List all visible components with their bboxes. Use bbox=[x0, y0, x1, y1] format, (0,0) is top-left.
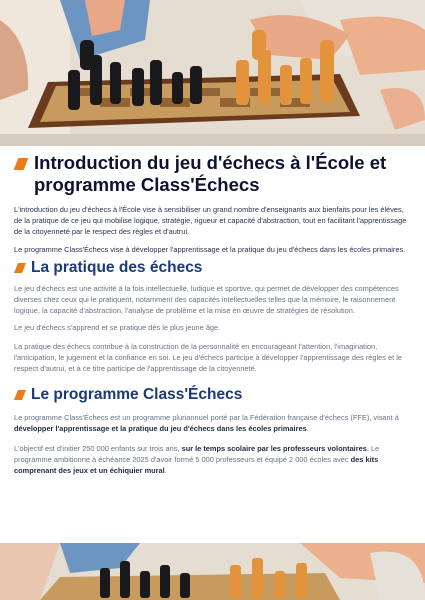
orange-slash-icon bbox=[14, 263, 26, 273]
page-title: Introduction du jeu d'échecs à l'École et programme Class'Échecs bbox=[34, 152, 387, 195]
intro-paragraph-2: Le programme Class'Échecs vise à développer l'apprentissage et la pratique du jeu d'échecs dans les écoles primaires. bbox=[14, 244, 406, 254]
main-title-row bbox=[14, 152, 412, 196]
section1-paragraph-2: Le jeu d'échecs s'apprend et se pratique dès le plus jeune âge. bbox=[14, 323, 221, 333]
orange-slash-icon bbox=[14, 390, 26, 400]
section2-paragraph-2: L'objectif est d'initier 250 000 enfants sur trois ans, sur le temps scolaire par les professeurs volontaires. Le programme ambitionne à échéance 2025 d'avoir formé 5 000 professeurs et équipé 2 000 écoles avec des kits comprenant des jeux et un échiquier mural. bbox=[14, 443, 380, 476]
section2-paragraph-1: Le programme Class'Échecs est un programme pluriannuel porté par la Fédération française d'échecs (FFE), visant à développer l'apprentissage et la pratique du jeu d'échecs dans les écoles primaires. bbox=[14, 413, 399, 434]
hero-chess-photo bbox=[0, 0, 425, 146]
section1-paragraph-1: Le jeu d'échecs est une activité à la fois intellectuelle, ludique et sportive, qui permet de développer des compétences diverses chez ceux qui le pratiquent, notamment des capacités intellectuelles telles que la mémoire, le raisonnement logique, la capacité d'abstraction, l'analyse de problème et la mise en œuvre de stratégies de résolution. bbox=[14, 283, 399, 316]
orange-slash-icon bbox=[14, 158, 29, 170]
highlight-text: développer l'apprentissage et la pratique du jeu d'échecs dans les écoles primaires bbox=[14, 424, 307, 434]
highlight-text: sur le temps scolaire par les professeurs volontaires bbox=[181, 443, 367, 453]
intro-paragraph-1: L'introduction du jeu d'échecs à l'École vise à sensibiliser un grand nombre d'enseignants aux bienfaits pour les élèves, de la pratique de ce jeu qui mobilise logique, stratégie, rigueur et capacité d'abstraction, tout en facilitant l'apprentissage de la citoyenneté par le respect des règles et d'autrui. bbox=[14, 205, 407, 237]
section1-paragraph-3: La pratique des échecs contribue à la construction de la personnalité en encourageant l'attention, l'imagination, l'anticipation, le jugement et la confiance en soi. Le jeu d'échecs participe à développer l'apprentissage des règles et le respect d'autrui, et à ce titre participe de l'apprentissage de la citoyenneté. bbox=[14, 341, 402, 374]
section1-heading-row bbox=[14, 259, 412, 277]
section1-title: La pratique des échecs bbox=[31, 258, 203, 276]
section2-title: Le programme Class'Échecs bbox=[31, 386, 243, 404]
footer-chess-photo bbox=[0, 543, 425, 600]
section2-heading-row bbox=[14, 386, 412, 404]
highlight-text: des kits comprenant des jeux et un échiquier mural bbox=[14, 454, 379, 476]
